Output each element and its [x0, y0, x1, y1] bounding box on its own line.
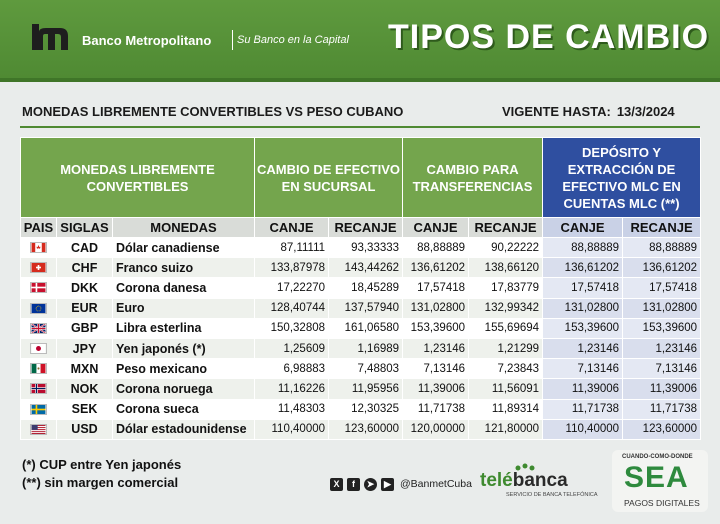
column-header-transfer-buy: CANJE: [403, 218, 469, 238]
flag-cell: [21, 359, 57, 379]
cash-buy-rate: 11,16226: [255, 379, 329, 399]
flag-cell: [21, 238, 57, 258]
bank-name: Banco Metropolitano: [82, 33, 212, 48]
flag-cell: [21, 338, 57, 358]
cash-sell-rate: 1,16989: [329, 338, 403, 358]
flag-cell: [21, 379, 57, 399]
social-links: [330, 478, 394, 491]
currency-code: EUR: [57, 298, 113, 318]
currency-code: CAD: [57, 238, 113, 258]
table-row: [21, 399, 701, 419]
currency-name: Libra esterlina: [113, 318, 255, 338]
page-title: TIPOS DE CAMBIO: [388, 18, 710, 56]
cash-sell-rate: 7,48803: [329, 359, 403, 379]
cash-buy-rate: 110,40000: [255, 419, 329, 439]
mlc-buy-rate: 136,61202: [543, 258, 623, 278]
header-divider-line: [0, 78, 720, 82]
group-header-transfers: CAMBIO PARA TRANSFERENCIAS: [403, 138, 543, 218]
column-header-mlc-buy: CANJE: [543, 218, 623, 238]
mlc-sell-rate: 153,39600: [623, 318, 701, 338]
table-row: [21, 318, 701, 338]
telebanca-tele: telé: [480, 470, 513, 491]
cash-buy-rate: 128,40744: [255, 298, 329, 318]
footnote-yen: (*) CUP entre Yen japonés: [22, 457, 182, 472]
cash-sell-rate: 123,60000: [329, 419, 403, 439]
currency-code: JPY: [57, 338, 113, 358]
mlc-sell-rate: 131,02800: [623, 298, 701, 318]
cash-sell-rate: 137,57940: [329, 298, 403, 318]
transfer-sell-rate: 155,69694: [469, 318, 543, 338]
group-header-mlc: DEPÓSITO Y EXTRACCIÓN DE EFECTIVO MLC EN CUENTAS MLC (**): [543, 138, 701, 218]
transfer-sell-rate: 138,66120: [469, 258, 543, 278]
table-subtitle: MONEDAS LIBREMENTE CONVERTIBLES VS PESO CUBANO: [22, 104, 404, 119]
mlc-buy-rate: 7,13146: [543, 359, 623, 379]
transfer-buy-rate: 120,00000: [403, 419, 469, 439]
mlc-sell-rate: 136,61202: [623, 258, 701, 278]
transfer-sell-rate: 17,83779: [469, 278, 543, 298]
group-header-cash: CAMBIO DE EFECTIVO EN SUCURSAL: [255, 138, 403, 218]
transfer-buy-rate: 11,39006: [403, 379, 469, 399]
transfer-buy-rate: 1,23146: [403, 338, 469, 358]
x-icon[interactable]: X: [330, 478, 343, 491]
youtube-icon[interactable]: ▶: [381, 478, 394, 491]
usa-flag-icon: [30, 424, 47, 435]
mlc-buy-rate: 1,23146: [543, 338, 623, 358]
flag-cell: [21, 298, 57, 318]
flag-cell: [21, 258, 57, 278]
cash-sell-rate: 143,44262: [329, 258, 403, 278]
table-row: [21, 379, 701, 399]
mlc-sell-rate: 123,60000: [623, 419, 701, 439]
currency-code: NOK: [57, 379, 113, 399]
mlc-buy-rate: 11,39006: [543, 379, 623, 399]
footnote-no-margin: (**) sin margen comercial: [22, 475, 179, 490]
header-divider: [232, 30, 233, 50]
section-divider: [20, 126, 700, 128]
cash-sell-rate: 93,33333: [329, 238, 403, 258]
transfer-buy-rate: 17,57418: [403, 278, 469, 298]
column-header-code: SIGLAS: [57, 218, 113, 238]
bank-logo-icon: [30, 22, 72, 52]
cash-buy-rate: 87,11111: [255, 238, 329, 258]
currency-name: Dólar canadiense: [113, 238, 255, 258]
mlc-buy-rate: 153,39600: [543, 318, 623, 338]
mlc-sell-rate: 7,13146: [623, 359, 701, 379]
mlc-buy-rate: 88,88889: [543, 238, 623, 258]
flag-cell: [21, 318, 57, 338]
exchange-rate-table: [20, 137, 701, 440]
currency-code: CHF: [57, 258, 113, 278]
currency-code: MXN: [57, 359, 113, 379]
denmark-flag-icon: [30, 282, 47, 293]
currency-code: SEK: [57, 399, 113, 419]
mlc-buy-rate: 110,40000: [543, 419, 623, 439]
transfer-sell-rate: 121,80000: [469, 419, 543, 439]
uk-flag-icon: [30, 323, 47, 334]
currency-code: USD: [57, 419, 113, 439]
sea-wordmark: SEA: [624, 461, 689, 494]
validity-date-value: 13/3/2024: [616, 104, 675, 119]
cash-sell-rate: 18,45289: [329, 278, 403, 298]
group-header-currencies: MONEDAS LIBREMENTE CONVERTIBLES: [21, 138, 255, 218]
currency-name: Corona sueca: [113, 399, 255, 419]
transfer-sell-rate: 11,89314: [469, 399, 543, 419]
transfer-sell-rate: 132,99342: [469, 298, 543, 318]
transfer-buy-rate: 136,61202: [403, 258, 469, 278]
flag-cell: [21, 419, 57, 439]
sweden-flag-icon: [30, 404, 47, 415]
eu-flag-icon: [30, 303, 47, 314]
transfer-sell-rate: 1,21299: [469, 338, 543, 358]
currency-name: Franco suizo: [113, 258, 255, 278]
mlc-buy-rate: 17,57418: [543, 278, 623, 298]
validity-date: [502, 104, 675, 119]
currency-name: Corona noruega: [113, 379, 255, 399]
currency-name: Dólar estadounidense: [113, 419, 255, 439]
flag-cell: [21, 399, 57, 419]
telebanca-wordmark: [480, 470, 568, 492]
transfer-buy-rate: 153,39600: [403, 318, 469, 338]
validity-label: VIGENTE HASTA:: [502, 104, 611, 119]
table-row: [21, 238, 701, 258]
column-header-transfer-sell: RECANJE: [469, 218, 543, 238]
table-row: [21, 278, 701, 298]
mlc-sell-rate: 11,71738: [623, 399, 701, 419]
norway-flag-icon: [30, 383, 47, 394]
mexico-flag-icon: [30, 363, 47, 374]
sea-tagline: CUANDO-COMO-DONDE: [622, 454, 693, 460]
table-row: [21, 359, 701, 379]
mlc-buy-rate: 11,71738: [543, 399, 623, 419]
transfer-buy-rate: 131,02800: [403, 298, 469, 318]
switzerland-flag-icon: [30, 262, 47, 273]
currency-code: DKK: [57, 278, 113, 298]
cash-buy-rate: 17,22270: [255, 278, 329, 298]
column-header-currency: MONEDAS: [113, 218, 255, 238]
cash-buy-rate: 150,32808: [255, 318, 329, 338]
cash-buy-rate: 1,25609: [255, 338, 329, 358]
table-row: [21, 419, 701, 439]
mlc-buy-rate: 131,02800: [543, 298, 623, 318]
cash-sell-rate: 161,06580: [329, 318, 403, 338]
currency-name: Yen japonés (*): [113, 338, 255, 358]
mlc-sell-rate: 88,88889: [623, 238, 701, 258]
transfer-buy-rate: 7,13146: [403, 359, 469, 379]
japan-flag-icon: [30, 343, 47, 354]
flag-cell: [21, 278, 57, 298]
telegram-icon[interactable]: ➤: [364, 478, 377, 491]
column-header-country: PAIS: [21, 218, 57, 238]
sea-logo: [612, 450, 708, 512]
table-row: [21, 258, 701, 278]
currency-name: Peso mexicano: [113, 359, 255, 379]
column-header-cash-sell: RECANJE: [329, 218, 403, 238]
telebanca-banca: banca: [512, 470, 568, 491]
transfer-buy-rate: 11,71738: [403, 399, 469, 419]
sea-subtitle: PAGOS DIGITALES: [624, 498, 700, 508]
transfer-sell-rate: 11,56091: [469, 379, 543, 399]
cash-sell-rate: 11,95956: [329, 379, 403, 399]
cash-buy-rate: 133,87978: [255, 258, 329, 278]
table-row: [21, 298, 701, 318]
cash-buy-rate: 11,48303: [255, 399, 329, 419]
table-body: [21, 238, 701, 440]
mlc-sell-rate: 11,39006: [623, 379, 701, 399]
currency-name: Corona danesa: [113, 278, 255, 298]
cash-buy-rate: 6,98883: [255, 359, 329, 379]
currency-code: GBP: [57, 318, 113, 338]
column-header-cash-buy: CANJE: [255, 218, 329, 238]
canada-flag-icon: [30, 242, 47, 253]
transfer-buy-rate: 88,88889: [403, 238, 469, 258]
bank-slogan: Su Banco en la Capital: [237, 34, 349, 46]
social-handle[interactable]: @BanmetCuba: [400, 478, 472, 490]
cash-sell-rate: 12,30325: [329, 399, 403, 419]
header-banner: [0, 0, 720, 78]
transfer-sell-rate: 90,22222: [469, 238, 543, 258]
mlc-sell-rate: 17,57418: [623, 278, 701, 298]
table-row: [21, 338, 701, 358]
telebanca-subtitle: SERVICIO DE BANCA TELEFÓNICA: [506, 492, 598, 498]
transfer-sell-rate: 7,23843: [469, 359, 543, 379]
facebook-icon[interactable]: f: [347, 478, 360, 491]
mlc-sell-rate: 1,23146: [623, 338, 701, 358]
column-header-mlc-sell: RECANJE: [623, 218, 701, 238]
telebanca-logo: [480, 462, 598, 502]
currency-name: Euro: [113, 298, 255, 318]
